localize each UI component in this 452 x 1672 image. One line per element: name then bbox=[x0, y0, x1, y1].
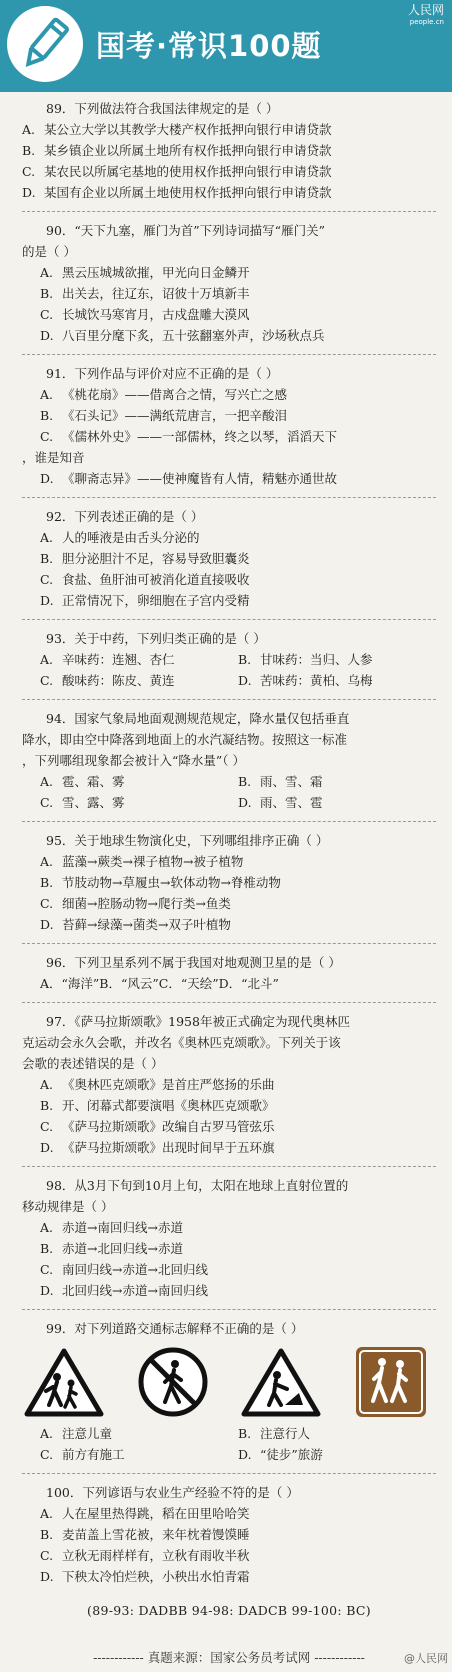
option-text: 下秧太冷怕烂秧，小秧出水怕青霜 bbox=[62, 1569, 250, 1584]
option-d bbox=[22, 1280, 436, 1301]
question-stem-cont: 克运动会永久会歌，并改名《奥林匹克颂歌》。下列关于该 bbox=[22, 1035, 341, 1050]
option-key: D. bbox=[40, 1140, 54, 1155]
option-a bbox=[22, 527, 436, 548]
option-key: A. bbox=[22, 122, 36, 137]
option-b bbox=[22, 283, 436, 304]
option-key: B. bbox=[22, 143, 36, 158]
option-key: D. bbox=[40, 471, 54, 486]
option-key: B. bbox=[40, 1527, 54, 1542]
option-key: A. bbox=[40, 387, 54, 402]
question-92 bbox=[22, 506, 436, 611]
option-text: 食盐、鱼肝油可被消化道直接吸收 bbox=[62, 572, 250, 587]
option-a bbox=[22, 851, 436, 872]
option-text: 八百里分麾下炙，五十弦翻塞外声，沙场秋点兵 bbox=[62, 328, 325, 343]
option-text: 甘味药：当归、人参 bbox=[260, 652, 373, 667]
option-text: 注意行人 bbox=[260, 1426, 311, 1441]
option-text: 细菌→腔肠动物→爬行类→鱼类 bbox=[62, 896, 231, 911]
option-text: 立秋无雨样样有，立秋有雨收半秋 bbox=[62, 1548, 250, 1563]
question-stem: 90．“天下九塞，雁门为首”下列诗词描写“雁门关” bbox=[46, 223, 325, 238]
question-91 bbox=[22, 363, 436, 489]
option-d bbox=[22, 182, 436, 203]
option-key: D. bbox=[40, 1283, 54, 1298]
option-text: 某农民以所属宅基地的使用权作抵押向银行申请贷款 bbox=[44, 164, 332, 179]
option-text: 雹、霜、雾 bbox=[62, 774, 125, 789]
divider bbox=[22, 211, 436, 212]
option-text: 北回归线→赤道→南回归线 bbox=[62, 1283, 208, 1298]
option-b bbox=[238, 771, 436, 792]
option-a bbox=[22, 1217, 436, 1238]
option-text: 《儒林外史》——一部儒林，终之以琴，滔滔天下 bbox=[62, 429, 338, 444]
option-key: A. bbox=[40, 1220, 54, 1235]
option-key: D. bbox=[40, 328, 54, 343]
question-stem: 100．下列谚语与农业生产经验不符的是（ ） bbox=[46, 1485, 299, 1500]
option-key: B. bbox=[40, 408, 54, 423]
option-text: 赤道→南回归线→赤道 bbox=[62, 1220, 183, 1235]
children-warning-sign-icon bbox=[24, 1347, 104, 1417]
question-stem-cont: 降水，即由空中降落到地面上的水汽凝结物。按照这一标准 bbox=[22, 732, 348, 747]
option-c bbox=[22, 161, 436, 182]
option-text: 黑云压城城欲摧，甲光向日金鳞开 bbox=[62, 265, 250, 280]
option-key: A. bbox=[40, 1506, 54, 1521]
divider bbox=[22, 1166, 436, 1167]
option-a bbox=[22, 1074, 436, 1095]
source-footer: ------------ 真题来源：国家公务员考试网 ------------ bbox=[93, 1650, 365, 1665]
option-d bbox=[22, 1137, 436, 1158]
divider bbox=[22, 1473, 436, 1474]
option-key: C. bbox=[40, 896, 54, 911]
question-94 bbox=[22, 708, 436, 813]
option-key: C. bbox=[40, 673, 54, 688]
option-text: 人在屋里热得跳，稻在田里哈哈笑 bbox=[62, 1506, 250, 1521]
option-key: B. bbox=[40, 286, 54, 301]
option-d bbox=[238, 670, 436, 691]
option-key: D. bbox=[238, 1447, 252, 1462]
option-a bbox=[40, 1423, 238, 1444]
option-c bbox=[40, 670, 238, 691]
question-95 bbox=[22, 830, 436, 935]
option-text: 南回归线→赤道→北回归线 bbox=[62, 1262, 208, 1277]
option-a bbox=[40, 771, 238, 792]
question-99 bbox=[22, 1318, 436, 1465]
question-stem: 98．从3月下旬到10月上旬，太阳在地球上直射位置的 bbox=[46, 1178, 349, 1193]
option-c bbox=[22, 1545, 436, 1566]
option-key: D. bbox=[238, 795, 252, 810]
option-key: A. bbox=[40, 265, 54, 280]
divider bbox=[22, 354, 436, 355]
option-c-cont bbox=[22, 447, 436, 468]
divider bbox=[22, 1002, 436, 1003]
option-text: 雨、雪、霜 bbox=[260, 774, 323, 789]
question-stem: 94．国家气象局地面观测规范规定，降水量仅包括垂直 bbox=[46, 711, 350, 726]
option-key: C. bbox=[40, 1548, 54, 1563]
question-stem: 97．《萨马拉斯颂歌》1958年被正式确定为现代奥林匹 bbox=[46, 1014, 350, 1029]
option-key: C. bbox=[40, 429, 54, 444]
option-key: C. bbox=[40, 307, 54, 322]
question-stem-cont: 移动规律是（ ） bbox=[22, 1199, 114, 1214]
brand-name: 人民网 bbox=[407, 3, 444, 17]
options-inline: A．“海洋”B．“风云”C．“天绘”D．“北斗” bbox=[40, 976, 279, 991]
option-text: 赤道→北回归线→赤道 bbox=[62, 1241, 183, 1256]
option-key: D. bbox=[238, 673, 252, 688]
question-stem: 89．下列做法符合我国法律规定的是（ ） bbox=[46, 101, 279, 116]
option-c bbox=[22, 426, 436, 447]
divider bbox=[22, 821, 436, 822]
question-stem: 93．关于中药，下列归类正确的是（ ） bbox=[46, 631, 266, 646]
option-text: ，谁是知音 bbox=[22, 450, 85, 465]
brand-logo bbox=[408, 4, 444, 28]
option-key: B. bbox=[238, 652, 252, 667]
option-c bbox=[40, 1444, 238, 1465]
option-key: A. bbox=[40, 1077, 54, 1092]
option-text: 某乡镇企业以所属土地所有权作抵押向银行申请贷款 bbox=[44, 143, 332, 158]
question-98 bbox=[22, 1175, 436, 1301]
option-key: A. bbox=[40, 530, 54, 545]
option-text: 雨、雪、雹 bbox=[260, 795, 323, 810]
option-text: “徒步”旅游 bbox=[260, 1447, 323, 1462]
option-key: B. bbox=[238, 1426, 252, 1441]
option-text: 正常情况下，卵细胞在子宫内受精 bbox=[62, 593, 250, 608]
weibo-watermark: @人民网 bbox=[404, 1652, 448, 1665]
option-key: D. bbox=[40, 917, 54, 932]
option-d bbox=[22, 325, 436, 346]
option-key: C. bbox=[40, 1447, 54, 1462]
option-b bbox=[22, 405, 436, 426]
option-text: 《聊斋志异》——使神魔皆有人情，精魅亦通世故 bbox=[62, 471, 338, 486]
option-key: A. bbox=[40, 854, 54, 869]
option-text: 酸味药：陈皮、黄连 bbox=[62, 673, 175, 688]
option-c bbox=[40, 792, 238, 813]
option-text: 某国有企业以所属土地使用权作抵押向银行申请贷款 bbox=[44, 185, 332, 200]
option-text: 出关去，往辽东，诏彼十万填新丰 bbox=[62, 286, 250, 301]
option-d bbox=[238, 1444, 436, 1465]
pencil-icon bbox=[7, 6, 83, 82]
option-key: B. bbox=[40, 551, 54, 566]
option-key: C. bbox=[40, 795, 54, 810]
option-text: 麦苗盖上雪花被，来年枕着馒馍睡 bbox=[62, 1527, 250, 1542]
option-text: 《奥林匹克颂歌》是首庄严悠扬的乐曲 bbox=[62, 1077, 275, 1092]
hiking-sign-icon bbox=[354, 1345, 428, 1419]
divider bbox=[22, 497, 436, 498]
option-text: 《桃花扇》——借离合之情，写兴亡之感 bbox=[62, 387, 288, 402]
option-text: 蓝藻→蕨类→裸子植物→被子植物 bbox=[62, 854, 244, 869]
option-d bbox=[22, 1566, 436, 1587]
answer-key: (89-93: DADBB 94-98: DADCB 99-100: BC) bbox=[87, 1603, 371, 1618]
page-title: 国考·常识100题 bbox=[96, 29, 322, 63]
question-stem: 92．下列表述正确的是（ ） bbox=[46, 509, 204, 524]
question-list bbox=[0, 92, 452, 1666]
option-text: 辛味药：连翘、杏仁 bbox=[62, 652, 175, 667]
option-key: B. bbox=[40, 1098, 54, 1113]
option-key: D. bbox=[40, 593, 54, 608]
option-c bbox=[22, 569, 436, 590]
option-key: C. bbox=[40, 1119, 54, 1134]
divider bbox=[22, 699, 436, 700]
option-text: 长城饮马寒宵月，古戍盘雕大漠风 bbox=[62, 307, 250, 322]
question-stem-cont: 会歌的表述错误的是（ ） bbox=[22, 1056, 164, 1071]
question-stem-cont: ，下列哪组现象都会被计入“降水量”（ ） bbox=[22, 753, 246, 768]
option-text: 苔藓→绿藻→菌类→双子叶植物 bbox=[62, 917, 231, 932]
option-key: C. bbox=[40, 1262, 54, 1277]
option-b bbox=[22, 548, 436, 569]
no-pedestrians-sign-icon bbox=[137, 1346, 209, 1418]
option-a bbox=[22, 119, 436, 140]
option-text: 《萨马拉斯颂歌》改编自古罗马管弦乐 bbox=[62, 1119, 275, 1134]
option-d bbox=[22, 914, 436, 935]
option-text: 雪、露、雾 bbox=[62, 795, 125, 810]
option-key: A. bbox=[40, 652, 54, 667]
option-d bbox=[22, 590, 436, 611]
question-stem: 95．关于地球生物演化史，下列哪组排序正确（ ） bbox=[46, 833, 329, 848]
option-text: 《石头记》——满纸荒唐言，一把辛酸泪 bbox=[62, 408, 288, 423]
option-key: B. bbox=[238, 774, 252, 789]
option-key: D. bbox=[22, 185, 36, 200]
divider bbox=[22, 619, 436, 620]
option-b bbox=[22, 872, 436, 893]
option-c bbox=[22, 1259, 436, 1280]
option-d bbox=[22, 468, 436, 489]
question-89 bbox=[22, 98, 436, 203]
header-banner bbox=[0, 0, 452, 92]
option-key: A. bbox=[40, 774, 54, 789]
option-text: 某公立大学以其教学大楼产权作抵押向银行申请贷款 bbox=[44, 122, 332, 137]
option-text: 胆分泌胆汁不足，容易导致胆囊炎 bbox=[62, 551, 250, 566]
option-b bbox=[238, 649, 436, 670]
option-b bbox=[22, 1238, 436, 1259]
option-text: 注意儿童 bbox=[62, 1426, 113, 1441]
option-a bbox=[22, 384, 436, 405]
option-key: C. bbox=[40, 572, 54, 587]
divider bbox=[22, 1309, 436, 1310]
option-key: D. bbox=[40, 1569, 54, 1584]
option-b bbox=[22, 1524, 436, 1545]
option-text: 人的唾液是由舌头分泌的 bbox=[62, 530, 200, 545]
option-text: 《萨马拉斯颂歌》出现时间早于五环旗 bbox=[62, 1140, 275, 1155]
option-b bbox=[22, 140, 436, 161]
option-a bbox=[22, 1503, 436, 1524]
question-100 bbox=[22, 1482, 436, 1587]
option-key: A. bbox=[40, 1426, 54, 1441]
traffic-signs bbox=[22, 1345, 436, 1419]
question-96 bbox=[22, 952, 436, 994]
question-stem: 91．下列作品与评价对应不正确的是（ ） bbox=[46, 366, 279, 381]
option-text: 节肢动物→草履虫→软体动物→脊椎动物 bbox=[62, 875, 281, 890]
option-c bbox=[22, 1116, 436, 1137]
option-a bbox=[22, 262, 436, 283]
brand-site: people.cn bbox=[409, 18, 444, 26]
option-b bbox=[22, 1095, 436, 1116]
option-key: B. bbox=[40, 1241, 54, 1256]
road-works-sign-icon bbox=[241, 1347, 321, 1417]
option-text: 苦味药：黄柏、乌梅 bbox=[260, 673, 373, 688]
option-a bbox=[40, 649, 238, 670]
option-text: 开、闭幕式都要演唱《奥林匹克颂歌》 bbox=[62, 1098, 275, 1113]
question-stem: 99．对下列道路交通标志解释不正确的是（ ） bbox=[46, 1321, 304, 1336]
option-c bbox=[22, 304, 436, 325]
option-d bbox=[238, 792, 436, 813]
question-97 bbox=[22, 1011, 436, 1158]
question-90 bbox=[22, 220, 436, 346]
question-stem: 96．下列卫星系列不属于我国对地观测卫星的是（ ） bbox=[46, 955, 341, 970]
option-key: C. bbox=[22, 164, 36, 179]
divider bbox=[22, 943, 436, 944]
option-key: B. bbox=[40, 875, 54, 890]
option-c bbox=[22, 893, 436, 914]
option-text: 前方有施工 bbox=[62, 1447, 125, 1462]
question-stem-cont: 的是（ ） bbox=[22, 244, 76, 259]
option-b bbox=[238, 1423, 436, 1444]
question-93 bbox=[22, 628, 436, 691]
